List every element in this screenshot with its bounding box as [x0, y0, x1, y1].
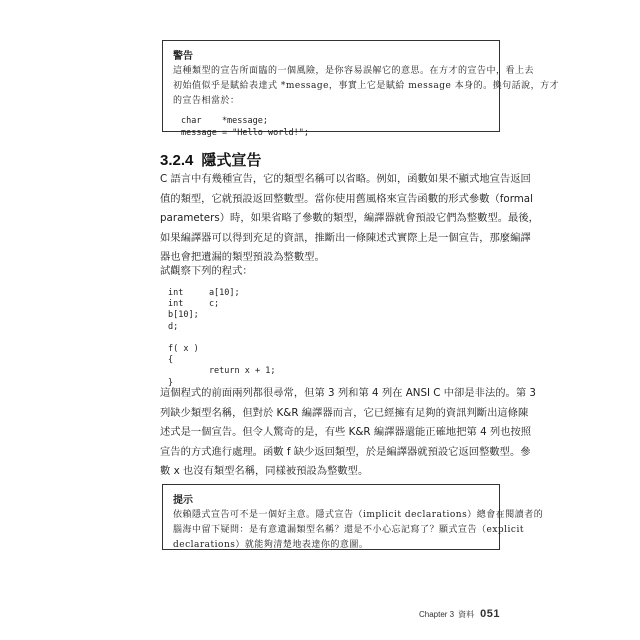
paragraph-line: 器也會把遺漏的類型預設為整數型。 — [160, 251, 325, 263]
code-line: f( x ) — [168, 344, 199, 355]
code-line: return x + 1; — [168, 366, 276, 377]
paragraph-implicit-declaration — [160, 170, 539, 268]
paragraph-line: 如果編譯器可以得到充足的資訊，推斷出一條陳述式實際上是一個宣告，那麼編譯 — [160, 231, 531, 244]
page-number: 051 — [480, 608, 500, 620]
code-line: d; — [168, 321, 179, 332]
paragraph-line: parameters）時，如果省略了參數的類型，編譯器就會預設它們為整數型。最後， — [160, 212, 539, 224]
paragraph-line: 宣告的方式進行處理。函數 f 缺少返回類型，於是編譯器就預設它返回整數型。參 — [160, 445, 531, 458]
warning-box-line: 初始值似乎是賦給表達式 *message，事實上它是賦給 message 本身的。換句話說，方才 — [173, 81, 560, 91]
code-line: { — [168, 355, 174, 366]
code-line: char *message; — [181, 116, 268, 126]
code-line: } — [168, 377, 174, 388]
paragraph-line: 數 x 也沒有類型名稱，同樣被預設為整數型。 — [160, 465, 369, 477]
chapter-label: Chapter 3 — [419, 610, 455, 619]
chapter-name: 資料 — [458, 610, 475, 619]
warning-box-title: 警告 — [173, 51, 193, 62]
paragraph-line: 這個程式的前面兩列都很尋常，但第 3 列和第 4 列在 ANSI C 中卻是非法的。第 3 — [160, 387, 536, 399]
code-line: b[10]; — [168, 310, 199, 321]
tip-box-line: declarations）就能夠清楚地表達你的意圖。 — [173, 540, 369, 550]
section-number: 3.2.4 — [160, 152, 194, 169]
tip-box-line: 腦海中留下疑問：是有意遺漏類型名稱？還是不小心忘記寫了？顯式宣告（explicit — [173, 525, 524, 535]
page-footer — [419, 608, 500, 620]
code-line: message = "Hello world!"; — [181, 128, 309, 138]
paragraph-line: 述式是一個宣告。但令人驚奇的是，有些 K&R 編譯器還能正確地把第 4 列也按照 — [160, 426, 532, 438]
code-line: int a[10]; — [168, 288, 240, 298]
section-heading — [160, 149, 261, 170]
warning-box-line: 這種類型的宣告所面臨的一個風險，是你容易誤解它的意思。在方才的宣告中，看上去 — [173, 66, 535, 76]
paragraph-line: 試觀察下列的程式： — [160, 265, 253, 277]
code-listing — [168, 288, 275, 389]
warning-box — [162, 40, 560, 138]
warning-box-line: 的宣告相當於： — [173, 96, 240, 106]
paragraph-observe-program — [160, 262, 500, 282]
paragraph-line: C 語言中有幾種宣告，它的類型名稱可以省略。例如，函數如果不顯式地宣告返回 — [160, 173, 531, 185]
warning-box-code — [173, 115, 491, 139]
section-title: 隱式宣告 — [201, 152, 262, 169]
tip-box-line: 依賴隱式宣告可不是一個好主意。隱式宣告（implicit declarations）總會在閱讀者的 — [173, 510, 544, 520]
paragraph-line: 列缺少類型名稱，但對於 K&R 編譯器而言，它已經擁有足夠的資訊判斷出這條陳 — [160, 406, 529, 419]
tip-box — [162, 484, 544, 550]
code-line: int c; — [168, 299, 220, 310]
paragraph-explanation — [160, 384, 536, 482]
tip-box-title: 提示 — [173, 495, 193, 506]
paragraph-line: 值的類型，它就預設返回整數型。當你使用舊風格來宣告函數的形式參數（formal — [160, 192, 533, 205]
